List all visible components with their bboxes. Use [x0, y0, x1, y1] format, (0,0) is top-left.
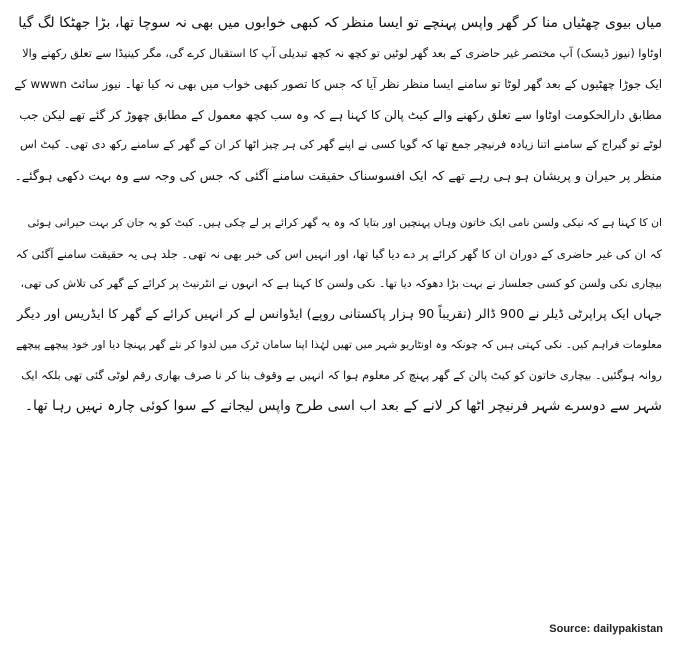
- paragraph-line: ان کا کہنا ہے کہ نیکی ولسن نامی ایک خاتون وہاں پہنچیں اور بتایا کہ وہ یہ گھر کرائے پر لے چکی ہیں۔ کیٹ کو یہ جان کر بہت حیرانی ہوئی: [27, 216, 662, 229]
- paragraph-line: ایک جوڑا چھٹیوں کے بعد گھر لوٹا تو سامنے ایسا منظر نظر آیا کہ جس کا تصور کبھی خواب میں بھی نہ کیا تھا۔ نیوز سائٹ wwwn کے: [14, 77, 662, 91]
- article-paragraph-2: [14, 208, 662, 422]
- source-credit: Source: dailypakistan: [549, 623, 663, 635]
- paragraph-line: روانہ ہوگئیں۔ بیچاری خاتون کو کیٹ پالن کے گھر پہنچ کر معلوم ہوا کہ انہیں بے وقوف بنا کر نا صرف بھاری رقم لوٹی گئی تھی بلکہ ایک: [21, 368, 662, 382]
- paragraph-line: مطابق دارالحکومت اوٹاوا سے تعلق رکھنے والے کیٹ پالن کا کہنا ہے کہ وہ سب کچھ معمول کے مطابق چھوڑ کر گئے تھے لیکن جب: [19, 107, 662, 122]
- article-paragraph-1: [14, 8, 662, 191]
- paragraph-line: معلومات فراہم کیں۔ نکی کہتی ہیں کہ چونکہ وہ اونٹاریو شہر میں تھیں لہٰذا اپنا سامان ٹرک میں لدوا کر نئے گھر پہنچا دیا اور خود پیچھے پیچھے: [16, 338, 662, 351]
- headline-line: میاں بیوی چھٹیاں منا کر گھر واپس پہنچے تو ایسا منظر کہ کبھی خوابوں میں بھی نہ سوچا تھا، بڑا جھٹکا لگ گیا: [18, 15, 662, 31]
- article-body: [14, 8, 662, 422]
- paragraph-line: شہر سے دوسرے شہر فرنیچر اٹھا کر لانے کے بعد اب اسی طرح واپس لیجانے کے سوا کوئی چارہ نہیں رہا تھا۔: [24, 398, 662, 414]
- paragraph-line: کہ ان کی غیر حاضری کے دوران ان کا گھر کرائے پر دے دیا گیا تھا، اور انہیں اس کی خبر بھی نہ تھی۔ جلد ہی یہ حقیقت سامنے آگئی کہ: [15, 246, 662, 261]
- paragraph-line: اوٹاوا (نیوز ڈیسک) آپ مختصر غیر حاضری کے بعد گھر لوٹیں تو کچھ نہ کچھ تبدیلی آپ کا استقبال کرے گی، مگر کینیڈا سے تعلق رکھنے والا: [22, 46, 662, 60]
- paragraph-line: بیچاری نکی ولسن کو کسی جعلساز نے بہت بڑا دھوکہ دیا تھا۔ نکی ولسن کا کہنا ہے کہ انہوں نے انٹرنیٹ پر کرائے کے گھر کی تلاش کی تھی،: [20, 277, 662, 290]
- paragraph-line: منظر پر حیران و پریشان ہو ہی رہے تھے کہ ایک افسوسناک حقیقت سامنے آگئی کہ جس کی وجہ سے وہ بہت دکھی ہوگئے۔: [14, 167, 662, 183]
- paragraph-line: جہاں ایک پراپرٹی ڈیلر نے 900 ڈالر (تقریباً 90 ہزار پاکستانی روپے) ایڈوانس لے کر انہیں کرائے کے گھر کا ایڈریس اور دیگر: [17, 306, 662, 322]
- paragraph-spacer: [14, 191, 662, 208]
- paragraph-line: لوٹے تو گیراج کے سامنے اتنا زیادہ فرنیچر جمع تھا کہ گویا کسی نے اپنے گھر کی ہر چیز اٹھا کر ان کے گھر کے سامنے رکھ دی تھی۔ کیٹ اس: [19, 138, 662, 151]
